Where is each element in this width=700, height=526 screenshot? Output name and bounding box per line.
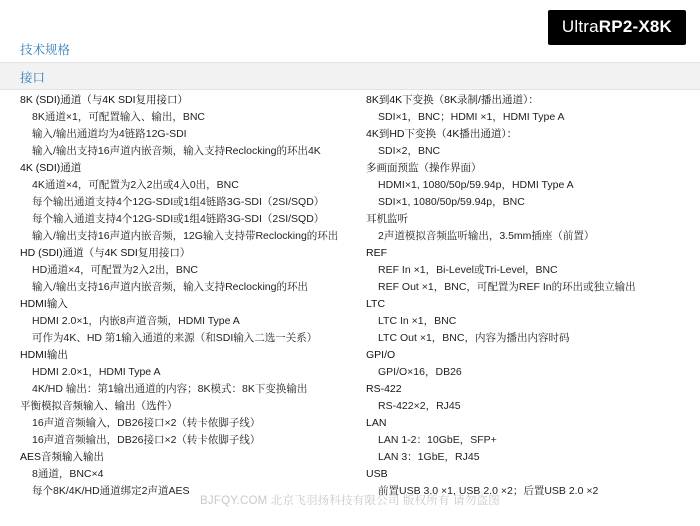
spec-group-head: AES音频输入输出 xyxy=(20,451,105,463)
spec-group-head: 平衡模拟音频输入、输出（选件） xyxy=(20,400,178,412)
spec-item: REF In ×1，Bi-Level或Tri-Level，BNC xyxy=(378,264,558,276)
spec-group xyxy=(366,92,692,126)
spec-item: LTC Out ×1，BNC，内容为播出内容时码 xyxy=(378,332,570,344)
spec-group-head: 8K (SDI)通道（与4K SDI复用接口） xyxy=(20,94,189,106)
spec-item: LAN 3：1GbE，RJ45 xyxy=(378,451,480,463)
spec-item: 每个输出通道支持4个12G-SDI或1组4链路3G-SDI（2SI/SQD） xyxy=(32,196,325,208)
spec-item: HD通道×4，可配置为2入2出，BNC xyxy=(32,264,198,276)
spec-group-head: 8K到4K下变换（8K录制/播出通道）： xyxy=(366,94,539,106)
spec-group-head: HDMI输入 xyxy=(20,298,68,310)
logo-prefix: Ultra xyxy=(561,17,599,36)
spec-group-head: REF xyxy=(366,247,387,259)
spec-item: RS-422×2，RJ45 xyxy=(378,400,461,412)
product-logo xyxy=(548,10,686,45)
spec-item: 8通道，BNC×4 xyxy=(32,468,104,480)
spec-item: 输入/输出支持16声道内嵌音频，输入支持Reclocking的环出4K xyxy=(32,145,321,157)
spec-item: 16声道音频输入，DB26接口×2（转卡侬脚子线） xyxy=(32,417,261,429)
spec-item: 可作为4K、HD 第1输入通道的来源（和SDI输入二选一关系） xyxy=(32,332,318,344)
spec-group xyxy=(20,296,342,347)
spec-item: 16声道音频输出，DB26接口×2（转卡侬脚子线） xyxy=(32,434,261,446)
spec-group xyxy=(20,398,342,449)
spec-group-head: 耳机监听 xyxy=(366,213,408,225)
spec-group-head: 4K (SDI)通道 xyxy=(20,162,82,174)
spec-group xyxy=(366,347,692,381)
spec-item: HDMI 2.0×1，内嵌8声道音频，HDMI Type A xyxy=(32,315,240,327)
spec-item: SDI×1，BNC；HDMI ×1，HDMI Type A xyxy=(378,111,565,123)
spec-item: GPI/O×16，DB26 xyxy=(378,366,462,378)
spec-group-head: HDMI输出 xyxy=(20,349,68,361)
spec-group xyxy=(20,160,342,245)
spec-item: SDI×2，BNC xyxy=(378,145,441,157)
subsection-title: 接口 xyxy=(20,71,46,85)
spec-group-head: GPI/O xyxy=(366,349,396,361)
spec-item: HDMI 2.0×1，HDMI Type A xyxy=(32,366,161,378)
spec-item: 输入/输出支持16声道内嵌音频，12G输入支持带Reclocking的环出 xyxy=(32,230,339,242)
spec-item: 每个8K/4K/HD通道绑定2声道AES xyxy=(32,485,190,497)
spec-group xyxy=(366,296,692,347)
spec-group xyxy=(366,415,692,466)
watermark: BJFQY.COM 北京飞羽扬科技有限公司 版权所有 请勿盗图 xyxy=(200,495,500,507)
spec-item: 前置USB 3.0 ×1, USB 2.0 ×2；后置USB 2.0 ×2 xyxy=(378,485,599,497)
spec-columns xyxy=(0,92,700,500)
spec-item: 4K/HD 输出：第1输出通道的内容；8K模式：8K下变换输出 xyxy=(32,383,308,395)
spec-item: SDI×1, 1080/50p/59.94p，BNC xyxy=(378,196,525,208)
spec-column-right xyxy=(350,92,700,500)
subsection-bar xyxy=(0,62,700,90)
spec-group-head: LTC xyxy=(366,298,386,310)
spec-column-left xyxy=(0,92,350,500)
spec-group xyxy=(366,126,692,160)
spec-group-head: RS-422 xyxy=(366,383,402,395)
spec-group xyxy=(366,160,692,211)
spec-group-head: HD (SDI)通道（与4K SDI复用接口） xyxy=(20,247,191,259)
logo-model: RP2-X8K xyxy=(598,17,672,36)
spec-item: HDMI×1, 1080/50p/59.94p，HDMI Type A xyxy=(378,179,574,191)
spec-item: 输入/输出通道均为4链路12G-SDI xyxy=(32,128,187,140)
spec-item: 4K通道×4，可配置为2入2出或4入0出，BNC xyxy=(32,179,239,191)
spec-group xyxy=(20,245,342,296)
page-title: 技术规格 xyxy=(20,43,71,57)
spec-item: LTC In ×1，BNC xyxy=(378,315,457,327)
spec-item: REF Out ×1，BNC，可配置为REF In的环出或独立输出 xyxy=(378,281,636,293)
spec-item: 2声道模拟音频监听输出，3.5mm插座（前置） xyxy=(378,230,595,242)
spec-group xyxy=(366,211,692,245)
spec-group-head: USB xyxy=(366,468,388,480)
spec-group xyxy=(20,92,342,160)
spec-item: 8K通道×1，可配置输入、输出，BNC xyxy=(32,111,205,123)
spec-group xyxy=(366,245,692,296)
spec-group xyxy=(20,449,342,500)
spec-group-head: 4K到HD下变换（4K播出通道）： xyxy=(366,128,518,140)
spec-group xyxy=(366,381,692,415)
spec-group xyxy=(20,347,342,398)
spec-group-head: 多画面预监（操作界面） xyxy=(366,162,482,174)
spec-item: 每个输入通道支持4个12G-SDI或1组4链路3G-SDI（2SI/SQD） xyxy=(32,213,325,225)
spec-item: 输入/输出支持16声道内嵌音频，输入支持Reclocking的环出 xyxy=(32,281,308,293)
spec-group-head: LAN xyxy=(366,417,387,429)
spec-group xyxy=(366,466,692,500)
spec-item: LAN 1-2：10GbE，SFP+ xyxy=(378,434,497,446)
